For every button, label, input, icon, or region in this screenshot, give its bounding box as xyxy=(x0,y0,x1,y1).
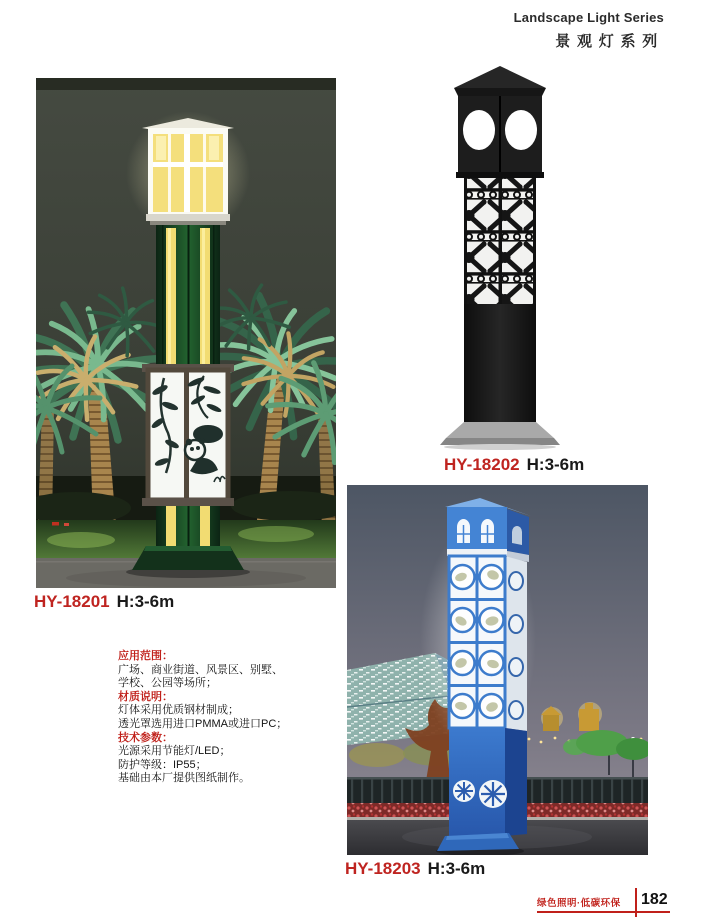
lamp-base xyxy=(436,833,524,855)
spec-line: 基础由本厂提供图纸制作。 xyxy=(118,772,250,785)
lamp-head xyxy=(142,118,234,225)
upper-column xyxy=(156,225,220,370)
dusk-plaza-scene xyxy=(347,485,648,855)
series-title-zh: 景观灯系列 xyxy=(555,33,664,50)
lattice-section xyxy=(464,178,536,304)
night-palm-scene xyxy=(36,78,336,588)
solid-column xyxy=(464,304,536,422)
spec-line: 学校、公园等场所； xyxy=(118,677,217,690)
product-model: HY-18203 xyxy=(345,859,421,878)
black-lattice-lamp xyxy=(415,64,585,452)
panda-lantern xyxy=(142,364,234,506)
lower-blue-column xyxy=(449,728,527,836)
product-model: HY-18202 xyxy=(444,455,520,474)
spec-line: 灯体采用优质钢材制成； xyxy=(118,704,239,717)
spec-text-block xyxy=(118,650,353,786)
footer-divider xyxy=(635,888,637,917)
product-height: H:3-6m xyxy=(427,859,486,878)
lamp-cap xyxy=(454,66,546,98)
page-header xyxy=(514,10,664,51)
product-model: HY-18201 xyxy=(34,592,110,611)
lower-column xyxy=(156,506,220,546)
spec-section-title: 技术参数： xyxy=(118,731,173,744)
product-photo-hy18203 xyxy=(347,485,648,855)
lamp-head-lenses xyxy=(456,96,544,178)
product-label-hy18201 xyxy=(34,592,174,612)
footer-rule xyxy=(537,911,670,913)
medallion-body xyxy=(449,556,527,731)
product-label-hy18203 xyxy=(345,859,485,879)
base-plate xyxy=(440,422,560,450)
spec-line: 光源采用节能灯/LED； xyxy=(118,745,231,758)
spec-line: 广场、商业街道、风景区、别墅、 xyxy=(118,663,283,676)
spec-section-title: 材质说明： xyxy=(118,690,173,703)
footer-slogan: 绿色照明·低碳环保 xyxy=(537,898,621,909)
spec-section-title: 应用范围： xyxy=(118,650,173,662)
spec-line: 透光罩选用进口PMMA或进口PC； xyxy=(118,717,288,730)
lamp-hy18203 xyxy=(436,498,531,855)
series-title-en: Landscape Light Series xyxy=(513,10,664,25)
product-height: H:3-6m xyxy=(526,455,585,474)
spec-line: 防护等级：IP55； xyxy=(118,758,207,771)
product-photo-hy18201 xyxy=(36,78,336,588)
product-height: H:3-6m xyxy=(116,592,175,611)
page-footer xyxy=(537,888,677,918)
product-label-hy18202 xyxy=(444,455,584,475)
lamp-base xyxy=(126,546,250,578)
product-photo-hy18202 xyxy=(415,64,585,452)
page-number: 182 xyxy=(641,891,668,908)
